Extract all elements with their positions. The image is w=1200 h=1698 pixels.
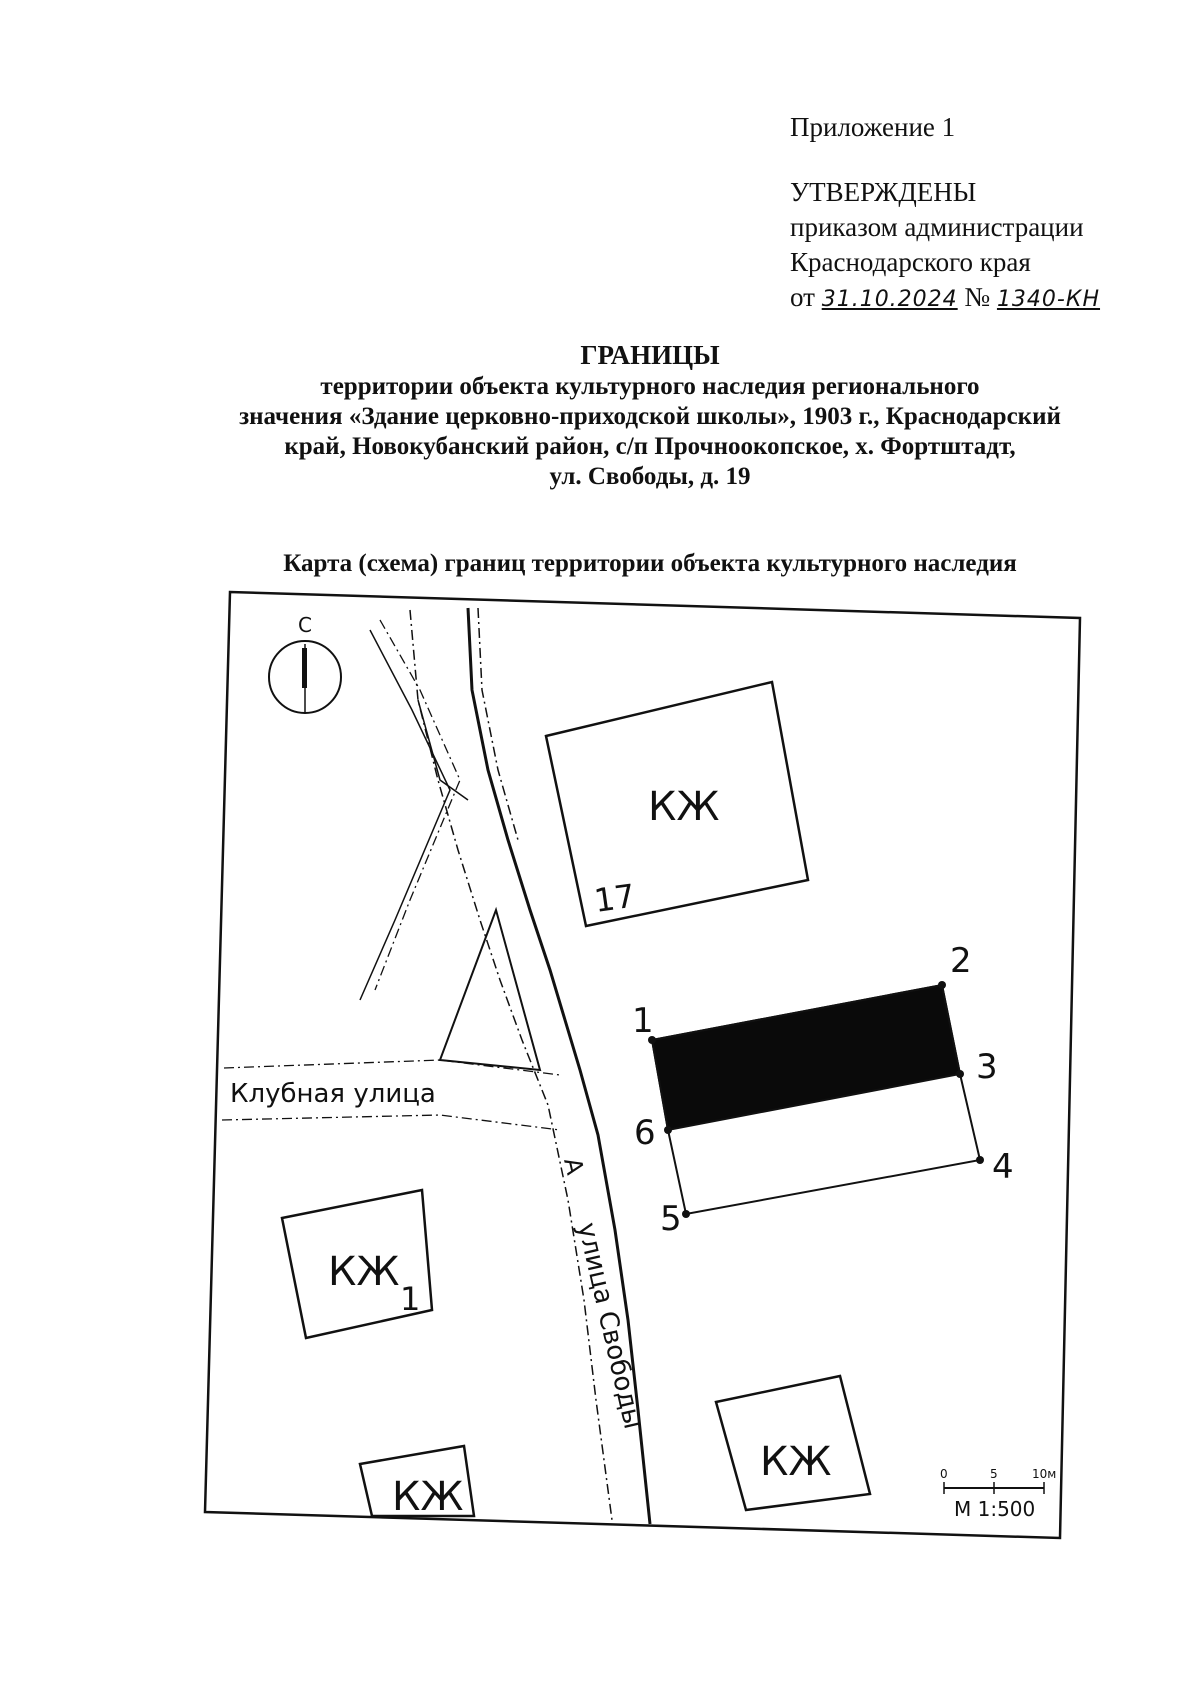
- north-arrow-icon: [302, 648, 307, 688]
- title-line-1: территории объекта культурного наследия регионального: [320, 373, 980, 400]
- scale-tick-label-0: 0: [940, 1467, 948, 1481]
- boundary-point-5: [682, 1210, 690, 1218]
- boundary-point-1-label: 1: [632, 1001, 654, 1041]
- building-17-label: КЖ: [648, 784, 720, 830]
- heritage-object-footprint: [652, 985, 960, 1130]
- map-subtitle: Карта (схема) границ территории объекта культурного наследия: [283, 550, 1017, 577]
- title-line-4: ул. Свободы, д. 19: [549, 463, 751, 490]
- street-svobody-west-edge: [410, 610, 612, 1520]
- title-line-3: край, Новокубанский район, с/п Прочноокопское, х. Фортштадт,: [284, 433, 1016, 460]
- scale-tick-label-10: 10м: [1032, 1467, 1057, 1481]
- street-label-a: А: [558, 1155, 590, 1178]
- boundary-point-2-label: 2: [950, 941, 972, 981]
- street-label-klubnaya: Клубная улица: [230, 1079, 436, 1109]
- boundary-point-6-label: 6: [634, 1113, 656, 1153]
- building-1-label: КЖ: [328, 1249, 400, 1295]
- date-prefix: от: [790, 282, 815, 312]
- traffic-island: [440, 910, 540, 1070]
- building-south-east-label: КЖ: [760, 1439, 832, 1485]
- boundary-point-6: [664, 1126, 672, 1134]
- scale-label: М 1:500: [954, 1497, 1036, 1521]
- north-label: С: [298, 613, 312, 637]
- street-klubnaya-south-edge: [222, 1115, 560, 1130]
- approval-number: 1340-КН: [996, 287, 1101, 312]
- building-1-number: 1: [400, 1280, 421, 1318]
- boundary-point-4-label: 4: [992, 1147, 1014, 1187]
- road-west-edge: [418, 700, 468, 800]
- approval-line-1: приказом администрации: [790, 212, 1084, 242]
- boundary-point-4: [976, 1156, 984, 1164]
- boundary-point-2: [938, 981, 946, 989]
- road-west-centerline: [375, 620, 460, 990]
- scale-tick-label-5: 5: [990, 1467, 998, 1481]
- scale-bar: [940, 1467, 1056, 1521]
- approved-label: УТВЕРЖДЕНЫ: [790, 177, 977, 207]
- approval-line-2: Краснодарского края: [790, 247, 1031, 277]
- number-prefix: №: [964, 282, 991, 312]
- boundary-point-3-label: 3: [976, 1047, 998, 1087]
- building-south-west-label: КЖ: [392, 1474, 464, 1520]
- title-line-2: значения «Здание церковно-приходской школы», 1903 г., Краснодарский: [239, 403, 1061, 430]
- boundary-point-3: [956, 1070, 964, 1078]
- approval-date: 31.10.2024: [821, 287, 958, 312]
- building-17-number: 17: [591, 876, 638, 920]
- title-heading: ГРАНИЦЫ: [580, 340, 720, 370]
- boundary-point-5-label: 5: [660, 1199, 682, 1239]
- appendix-label: Приложение 1: [790, 112, 956, 142]
- road-west-line: [360, 630, 450, 1000]
- street-label-svobody: улица Свободы: [571, 1219, 648, 1432]
